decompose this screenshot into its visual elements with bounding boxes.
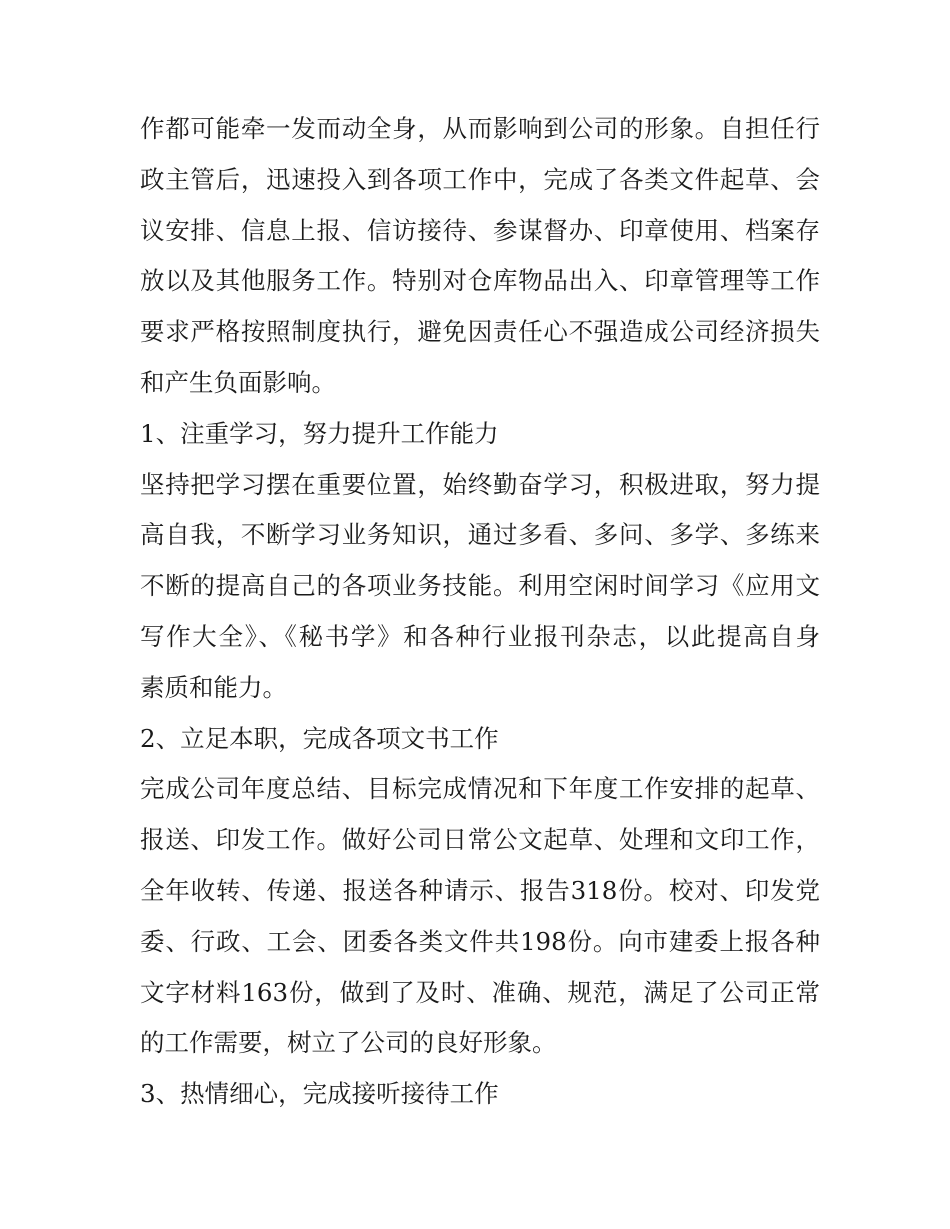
- text-line: 要求严格按照制度执行，避免因责任心不强造成公司经济损失: [140, 317, 820, 347]
- text-line: 坚持把学习摆在重要位置，始终勤奋学习，积极进取，努力提: [140, 469, 820, 499]
- text-line: 高自我，不断学习业务知识，通过多看、多问、多学、多练来: [140, 520, 820, 550]
- text-line: 和产生负面影响。: [140, 367, 336, 397]
- text-line: 完成公司年度总结、目标完成情况和下年度工作安排的起草、: [140, 774, 820, 804]
- text-line: 作都可能牵一发而动全身，从而影响到公司的形象。自担任行: [140, 114, 820, 143]
- section-heading-3: 3、热情细心，完成接听接待工作: [140, 1079, 499, 1109]
- text-line: 素质和能力。: [140, 672, 287, 702]
- text-line: 报送、印发工作。做好公司日常公文起草、处理和文印工作，: [140, 825, 820, 855]
- text-line: 写作大全》、《秘书学》和各种行业报刊杂志，以此提高自身: [140, 621, 820, 651]
- text-line: 文字材料163份，做到了及时、准确、规范，满足了公司正常: [140, 977, 820, 1007]
- text-line: 委、行政、工会、团委各类文件共198份。向市建委上报各种: [140, 926, 820, 956]
- text-line: 放以及其他服务工作。特别对仓库物品出入、印章管理等工作: [140, 266, 820, 296]
- text-line: 议安排、信息上报、信访接待、参谋督办、印章使用、档案存: [140, 215, 820, 245]
- section-heading-1: 1、注重学习，努力提升工作能力: [140, 418, 499, 448]
- text-line: 政主管后，迅速投入到各项工作中，完成了各类文件起草、会: [140, 164, 820, 194]
- text-line: 的工作需要，树立了公司的良好形象。: [140, 1028, 557, 1058]
- document-body: [140, 104, 820, 1120]
- text-line: 全年收转、传递、报送各种请示、报告318份。校对、印发党: [140, 875, 820, 905]
- text-line: 不断的提高自己的各项业务技能。利用空闲时间学习《应用文: [140, 571, 820, 601]
- section-heading-2: 2、立足本职，完成各项文书工作: [140, 723, 499, 753]
